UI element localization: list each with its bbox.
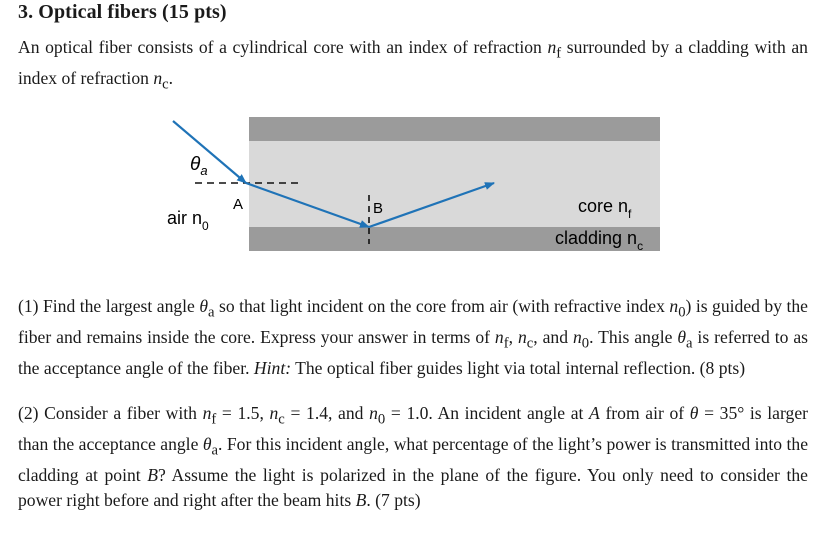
theta-a-label: $\theta_a$ [190, 154, 208, 178]
cladding-top [249, 117, 660, 141]
question-2: (2) Consider a fiber with $n_f = 1.5$, $n_c = 1.4$, and $n_0 = 1.0$. An incident angle at A from air of θ = 35° is larger than the acceptance angle $\theta_a$. For this incident angle, what percentage of the light’s power is transmitted into the cladding at point B? Assume the light is polarized in the plane of the figure. You only need to consider the power right before and right after the beam hits B. (7 pts) [18, 403, 808, 510]
cladding-label: cladding $n_c$ [555, 228, 644, 253]
point-b-label: B [373, 200, 384, 217]
problem-intro: An optical fiber consists of a cylindrical core with an index of refraction $n_f$ surrounded by a cladding with an index of refraction $n_c$. [18, 37, 808, 93]
point-a-label: A [233, 196, 244, 213]
incident-ray [173, 121, 246, 183]
optical-fiber-diagram [160, 112, 680, 257]
core-label: core $n_f$ [578, 196, 632, 221]
problem-title: 3. Optical fibers (15 pts) [18, 1, 227, 23]
question-1: (1) Find the largest angle $\theta_a$ so that light incident on the core from air (with refractive index $n_0$) is guided by the fiber and remains inside the core. Express your answer in terms of $n_f$, $n_c$, and $n_0$. This angle $\theta_a$ is referred to as the acceptance angle of the fiber. Hint: The optical fiber guides light via total internal reflection. (8 pts) [18, 296, 808, 379]
air-label: air $n_0$ [167, 208, 209, 233]
